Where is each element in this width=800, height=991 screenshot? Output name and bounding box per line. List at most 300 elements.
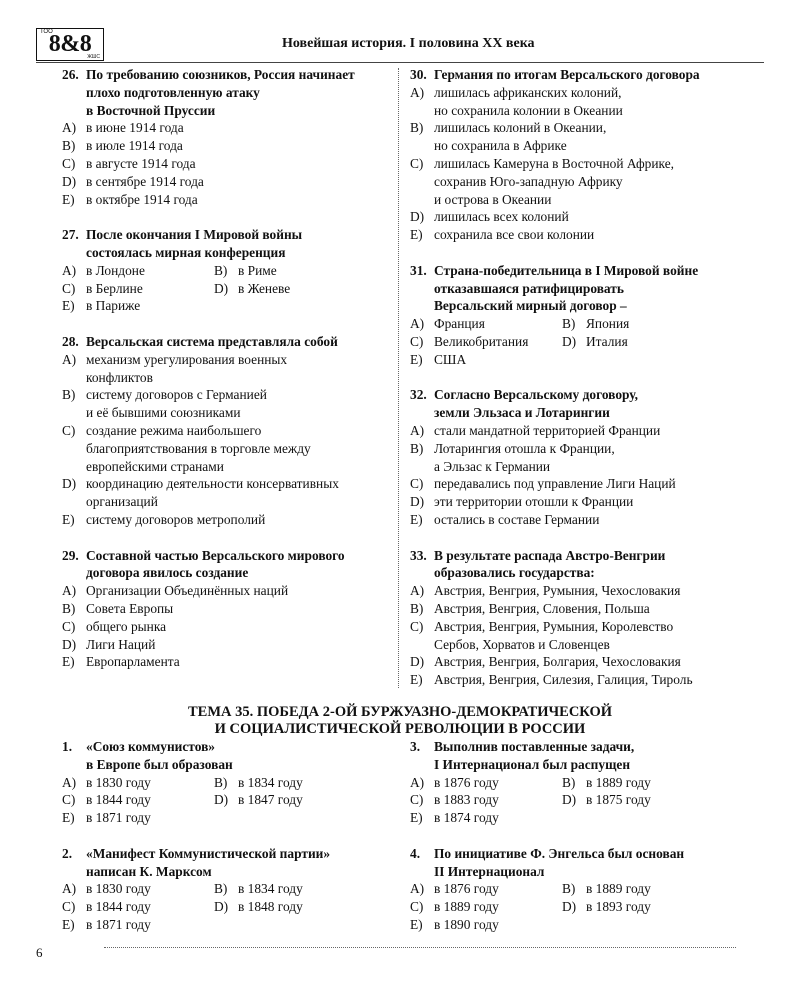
option-letter: C) [62,155,76,171]
answer-option [410,511,740,529]
option-letter: E) [410,227,423,243]
option-letter: D) [410,494,425,510]
question-number: 28. [62,333,79,349]
option-letter: E) [62,298,75,314]
option-text-line: в октябре 1914 года [86,191,198,207]
answer-option [410,475,740,493]
option-text-line: координацию деятельности консервативных [86,476,339,492]
answer-option [410,671,740,689]
question-stem [62,547,390,583]
answer-option [410,155,740,208]
option-text-line: стали мандатной территорией Франции [434,422,661,438]
option-letter: D) [562,792,577,808]
option-text-line: Австрия, Венгрия, Словения, Польша [434,600,650,616]
page-number: 6 [36,945,43,960]
option-text [434,493,633,511]
option-letter: B) [214,881,228,897]
option-letter: C) [62,280,76,296]
option-letter: E) [62,191,75,207]
option-text-line: сохранив Юго-западную Африку [434,173,623,189]
question-text-line: плохо подготовленную атаку [86,84,260,100]
answer-option [410,422,740,440]
answer-option [62,511,390,529]
answer-option [62,582,390,600]
option-text [86,173,204,191]
right-column-questions [410,66,740,707]
option-text: в Лондоне [86,262,145,278]
option-text-line: сохранила все свои колонии [434,227,595,243]
question-text [86,845,390,881]
answer-option [62,262,214,280]
option-letter: B) [562,316,576,332]
question-number: 30. [410,67,427,82]
question-text-line: I Интернационал был распущен [434,756,631,772]
option-text-line: передавались под управление Лиги Наций [434,476,676,492]
answer-option [214,280,364,298]
question-stem [410,386,740,422]
question-text-line: Версальский мирный договор – [434,298,627,314]
question-block [410,845,740,934]
question-number: 32. [410,387,427,403]
option-letter: C) [410,792,424,808]
answer-option [62,475,390,511]
option-text [86,119,184,137]
option-text [434,600,650,618]
answer-option [410,809,562,827]
answer-option [410,880,562,898]
answer-options-grid [410,774,740,827]
topic-title-line-1: ТЕМА 35. ПОБЕДА 2-ОЙ БУРЖУАЗНО-ДЕМОКРАТИЧЕСКОЙ [187,704,612,720]
option-text: в 1848 году [238,899,303,915]
answer-options-grid [410,315,740,368]
option-letter: B) [62,387,76,403]
answer-option [62,173,390,191]
question-text-line: Страна-победительница в I Мировой войне [434,262,699,278]
option-letter: A) [410,881,425,897]
option-letter: B) [562,881,576,897]
option-text: в 1876 году [434,881,499,897]
option-letter: B) [214,262,228,278]
option-letter: C) [410,899,424,915]
option-letter: C) [410,618,424,634]
option-letter: C) [62,618,76,634]
question-text-line: состоялась мирная конференция [86,244,286,260]
option-text-line: но сохранила колонии в Океании [434,102,623,118]
option-letter: B) [62,600,76,616]
option-text [86,511,265,529]
option-text [434,653,681,671]
question-text-line: II Интернационал [434,863,545,879]
option-letter: A) [62,881,77,897]
question-block [410,547,740,689]
question-stem [410,738,740,774]
question-block [410,386,740,528]
option-letter: E) [410,511,423,527]
option-letter: A) [62,774,77,790]
option-text-line: эти территории отошли к Франции [434,494,634,510]
question-text-line: написан К. Марксом [86,863,212,879]
option-text [86,422,311,475]
question-block [410,262,740,369]
answer-option [62,155,390,173]
option-text [86,351,287,387]
answer-option [214,774,364,792]
option-text: в 1844 году [86,792,151,808]
question-text [434,262,740,315]
answer-option [562,333,712,351]
question-text-line: земли Эльзаса и Лотарингии [434,405,610,421]
option-text [434,226,594,244]
option-letter: D) [562,899,577,915]
option-text [86,475,339,511]
question-number: 27. [62,227,79,243]
option-letter: C) [410,333,424,349]
option-letter: C) [410,155,424,171]
option-letter: D) [62,173,77,189]
option-letter: A) [62,351,77,367]
answer-option [62,774,214,792]
option-text: в 1883 году [434,792,499,808]
option-text: Великобритания [434,333,529,349]
answer-option [214,898,364,916]
question-block [410,738,740,827]
question-text [86,738,390,774]
option-letter: C) [62,422,76,438]
answer-option [62,386,390,422]
option-text-line: лишилась Камеруна в Восточной Африке, [434,155,675,171]
answer-option [62,600,390,618]
option-text-line: остались в составе Германии [434,511,600,527]
question-text [434,738,740,774]
option-text [86,155,196,173]
question-text [86,547,390,583]
option-text-line: в сентябре 1914 года [86,173,204,189]
option-letter: E) [62,916,75,932]
answer-option [62,653,390,671]
question-text [86,226,390,262]
option-text [86,582,288,600]
option-text-line: создание режима наибольшего [86,422,262,438]
option-text-line: Лотарингия отошла к Франции, [434,440,615,456]
question-stem [62,333,390,351]
question-stem [62,845,390,881]
option-text: в 1871 году [86,916,151,932]
answer-option [410,618,740,654]
option-text-line: благоприятствования в торговле между [86,440,311,456]
publisher-logo [36,28,104,61]
logo-sub-text: ЖШС [87,54,100,60]
question-block [62,333,390,529]
option-text [434,618,673,654]
option-text: в 1890 году [434,916,499,932]
question-number: 3. [410,739,421,754]
option-letter: A) [410,84,425,100]
option-text: Италия [586,333,628,349]
option-text-line: Австрия, Венгрия, Румыния, Королевство [434,618,674,634]
option-letter: D) [214,792,229,808]
option-text-line: и её бывшими союзниками [86,405,241,421]
option-letter: D) [214,899,229,915]
option-text-line: а Эльзас к Германии [434,458,551,474]
option-letter: D) [62,636,77,652]
question-block [62,845,390,934]
answer-option [62,791,214,809]
page-header-title: Новейшая история. I половина XX века [282,36,535,51]
option-letter: D) [562,333,577,349]
option-text [86,653,180,671]
question-text-line: По инициативе Ф. Энгельса был основан [434,845,685,861]
answer-option [410,493,740,511]
option-text: в 1871 году [86,810,151,826]
option-letter: A) [410,316,425,332]
option-letter: B) [62,138,76,154]
option-text-line: Сербов, Хорватов и Словенцев [434,636,610,652]
answer-option [62,618,390,636]
answer-option [62,809,214,827]
option-letter: D) [410,209,425,225]
question-number: 1. [62,739,73,754]
option-text: Япония [586,316,630,332]
option-text [86,600,173,618]
option-text-line: в июле 1914 года [86,138,183,154]
column-divider [398,68,399,688]
option-letter: B) [410,600,424,616]
answer-option [410,333,562,351]
logo-top-text: ТОО [40,29,53,35]
option-letter: B) [410,440,424,456]
question-stem [410,547,740,583]
question-number: 33. [410,547,427,563]
answer-option [62,280,214,298]
option-text [434,155,674,208]
option-letter: C) [410,476,424,492]
answer-option [214,880,364,898]
answer-option [214,791,364,809]
question-block [62,738,390,827]
question-text-line: Германия по итогам Версальского договора [434,67,700,82]
answer-option [410,791,562,809]
right-column-topic-questions [410,738,740,952]
question-text [434,547,740,583]
option-letter: E) [62,810,75,826]
answer-option [410,315,562,333]
question-block [410,66,740,244]
answer-option [410,208,740,226]
option-text-line: Австрия, Венгрия, Силезия, Галиция, Тироль [434,672,693,688]
question-text-line: образовались государства: [434,565,595,581]
answer-option [62,137,390,155]
question-text [434,386,740,422]
option-text: в 1834 году [238,881,303,897]
option-text-line: механизм урегулирования военных [86,351,288,367]
option-text-line: европейскими странами [86,458,224,474]
question-block [62,547,390,672]
question-text-line: Составной частью Версальского мирового [86,547,345,563]
question-number: 26. [62,67,79,82]
question-stem [62,66,390,119]
answer-option [562,880,712,898]
answer-option [214,262,364,280]
answer-option [410,582,740,600]
question-stem [62,226,390,262]
answer-option [562,791,712,809]
question-text [86,333,390,351]
question-text-line: «Манифест Коммунистической партии» [86,845,331,861]
answer-option [410,351,562,369]
option-text: в 1876 году [434,774,499,790]
question-stem [62,738,390,774]
answer-option [62,898,214,916]
option-letter: E) [62,654,75,670]
question-text-line: Согласно Версальскому договору, [434,387,638,403]
option-letter: E) [410,916,423,932]
option-text [434,208,569,226]
question-text-line: отказавшаяся ратифицировать [434,280,624,296]
answer-option [410,226,740,244]
question-text-line: В результате распада Австро-Венгрии [434,547,666,563]
option-text [86,618,166,636]
option-text-line: Лиги Наций [86,636,156,652]
answer-option [562,774,712,792]
option-text: США [434,351,467,367]
option-text-line: лишилась африканских колоний, [434,84,622,100]
option-text [434,84,623,120]
option-letter: E) [410,810,423,826]
option-letter: E) [410,351,423,367]
question-text [434,66,740,84]
question-stem [410,66,740,84]
answer-option [410,119,740,155]
option-letter: A) [410,422,425,438]
answer-option [62,916,214,934]
option-text-line: Австрия, Венгрия, Румыния, Чехословакия [434,583,681,599]
option-letter: B) [562,774,576,790]
option-text-line: лишилась всех колоний [434,209,569,225]
option-letter: A) [410,583,425,599]
answer-option [62,191,390,209]
option-letter: A) [62,262,77,278]
option-letter: C) [62,792,76,808]
header-divider [36,62,764,63]
answer-option [62,351,390,387]
option-text [434,422,660,440]
option-text [434,671,693,689]
question-text-line: По требованию союзников, Россия начинает [86,67,355,82]
option-text [86,636,155,654]
option-letter: D) [410,654,425,670]
answer-options-grid [62,774,390,827]
option-text: в 1834 году [238,774,303,790]
answer-option [62,119,390,137]
answer-option [62,422,390,475]
option-text: в 1847 году [238,792,303,808]
option-text: в Берлине [86,280,143,296]
option-text: в Париже [86,298,141,314]
option-text [86,191,198,209]
question-text-line: договора явилось создание [86,565,249,581]
option-letter: B) [410,120,424,136]
left-column-topic-questions [62,738,390,952]
option-text [434,440,615,476]
option-text-line: и острова в Океании [434,191,552,207]
option-text [86,386,267,422]
option-text-line: Организации Объединённых наций [86,583,289,599]
option-text-line: систему договоров метрополий [86,511,266,527]
logo-brand-text: 8&8 [48,31,92,57]
question-block [62,226,390,315]
answer-option [562,315,712,333]
question-text [86,66,390,119]
answer-option [62,636,390,654]
answer-option [410,440,740,476]
option-text [434,119,606,155]
question-number: 29. [62,547,79,563]
option-text: Франция [434,316,485,332]
option-text: в Женеве [238,280,291,296]
question-text-line: Версальская система представляла собой [86,333,338,349]
option-text: в 1889 году [586,774,651,790]
question-number: 4. [410,845,421,861]
option-text: в Риме [238,262,277,278]
option-text-line: конфликтов [86,369,153,385]
answer-option [410,898,562,916]
question-stem [410,845,740,881]
question-text-line: Выполнив поставленные задачи, [434,739,635,754]
option-letter: A) [410,774,425,790]
option-text: в 1844 году [86,899,151,915]
answer-option [410,774,562,792]
footer-dotted-rule [104,947,736,948]
answer-option [410,84,740,120]
option-text [434,582,680,600]
question-text-line: После окончания I Мировой войны [86,227,303,243]
option-text-line: в июне 1914 года [86,120,184,136]
question-text [434,845,740,881]
option-text-line: Европарламента [86,654,180,670]
left-column-questions [62,66,390,689]
question-number: 31. [410,262,427,278]
option-letter: D) [62,476,77,492]
answer-option [410,600,740,618]
option-text-line: Совета Европы [86,600,174,616]
answer-option [62,297,214,315]
answer-option [62,880,214,898]
answer-options-grid [62,880,390,933]
answer-option [410,653,740,671]
answer-option [410,916,562,934]
option-text-line: в августе 1914 года [86,155,196,171]
option-text: в 1830 году [86,774,151,790]
answer-option [562,898,712,916]
option-text-line: лишилась колоний в Океании, [434,120,607,136]
option-letter: E) [410,672,423,688]
option-text-line: организаций [86,494,158,510]
option-text: в 1874 году [434,810,499,826]
topic-title-line-2: И СОЦИАЛИСТИЧЕСКОЙ РЕВОЛЮЦИИ В РОССИИ [214,721,586,737]
option-letter: B) [214,774,228,790]
question-number: 2. [62,845,73,861]
topic-heading [150,704,650,738]
option-text: в 1893 году [586,899,651,915]
option-letter: A) [62,120,77,136]
option-text: в 1875 году [586,792,651,808]
question-stem [410,262,740,315]
option-text [86,137,183,155]
question-text-line: в Европе был образован [86,756,233,772]
question-text-line: в Восточной Пруссии [86,102,216,118]
option-text-line: систему договоров с Германией [86,387,267,403]
option-text-line: Австрия, Венгрия, Болгария, Чехословакия [434,654,681,670]
